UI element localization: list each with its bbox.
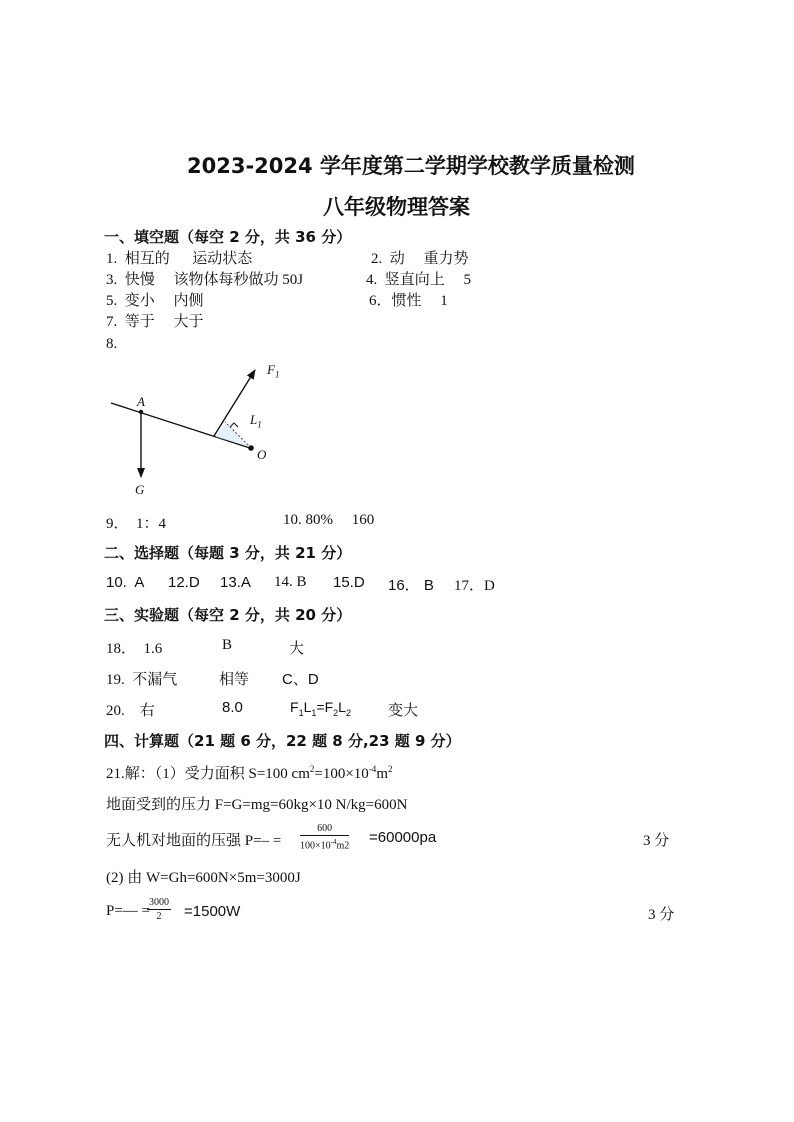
label-l-sub: 1 [257, 419, 262, 430]
section-experiment-heading: 三、实验题（每空 2 分，共 20 分） [104, 606, 352, 624]
section-fill-heading: 一、填空题（每空 2 分，共 36 分） [104, 228, 352, 246]
label-l1 [250, 412, 262, 430]
calc-l3-den-base: 100×10 [300, 840, 331, 852]
answer-q3: 3. 快慢 该物体每秒做功 50J [106, 272, 304, 288]
exp-q20-b: 8.0 [222, 699, 243, 716]
calc-l1-sup: 2 [309, 764, 315, 774]
label-g: G [135, 482, 145, 497]
calc-l3-den-sup: -4 [330, 838, 337, 846]
label-f: F [267, 362, 275, 377]
label-o: O [257, 447, 267, 462]
exp-q18-c: 大 [289, 641, 305, 657]
formula-f2-sub: 2 [333, 707, 339, 718]
label-f1 [267, 362, 279, 380]
formula-l1: L [303, 699, 312, 715]
exp-q19-b: 相等 [219, 672, 250, 688]
answer-q10: 10. 80% 160 [283, 512, 375, 528]
answer-q1: 1. 相互的 运动状态 [106, 251, 253, 267]
calc-line-1 [106, 762, 392, 783]
right-angle-mark [230, 423, 238, 427]
calc-l5-num: 3000 [149, 897, 169, 908]
formula-l2-sub: 2 [345, 707, 351, 718]
formula-f1-sub: 1 [298, 707, 304, 718]
exp-q20-formula [290, 699, 351, 718]
score-3b: 3 分 [648, 907, 675, 923]
exp-q19-c: C、D [282, 671, 319, 688]
answer-q4: 4. 竖直向上 5 [366, 272, 472, 288]
calc-l5-den: 2 [156, 911, 162, 922]
answer-q9: 9． 1：4 [106, 516, 167, 532]
label-a: A [137, 394, 145, 409]
answer-q6: 6．惯性 1 [369, 293, 448, 309]
choice-q13: 13.A [220, 574, 251, 591]
section-calc-heading: 四、计算题（21 题 6 分，22 题 8 分,23 题 9 分） [104, 732, 461, 750]
formula-l2: L [338, 699, 346, 715]
calc-line-2: 地面受到的压力 F=G=mg=60kg×10 N/kg=600N [106, 797, 408, 813]
calc-line-5-fraction [147, 897, 171, 922]
exp-q20-a: 20. 右 [106, 703, 155, 719]
choice-q14: 14. B [274, 574, 307, 590]
formula-f1: F [290, 699, 299, 715]
exp-q19-a: 19. 不漏气 [106, 672, 178, 688]
lever-diagram [100, 360, 300, 500]
label-l: L [250, 412, 258, 427]
formula-l1-sub: 1 [311, 707, 317, 718]
section-choice-heading: 二、选择题（每题 3 分，共 21 分） [104, 544, 352, 562]
score-3a: 3 分 [643, 833, 670, 849]
calc-line-4 [106, 866, 301, 887]
label-f-sub: 1 [274, 369, 280, 380]
answer-q2: 2. 动 重力势 [371, 251, 469, 267]
calc-l3-den-tail: m2 [336, 840, 350, 852]
calc-line-3-pre: 无人机对地面的压强 P=– = [106, 833, 282, 849]
answer-q7: 7. 等于 大于 [106, 314, 204, 330]
exp-q18-b: B [222, 637, 233, 653]
calc-l1-sup2: -4 [368, 764, 377, 774]
exp-q20-d: 变大 [388, 703, 419, 719]
page-title: 2023-2024 学年度第二学期学校教学质量检测 [187, 154, 635, 178]
answer-q5: 5. 变小 内侧 [106, 293, 204, 309]
calc-l3-den [300, 836, 349, 851]
calc-l1-text3: m [376, 766, 388, 782]
answer-q8: 8. [106, 336, 118, 352]
page-subtitle: 八年级物理答案 [323, 195, 470, 219]
formula-eq-f2: =F [316, 699, 334, 715]
calc-l1-text: 21.解：（1）受力面积 S=100 cm [106, 766, 310, 782]
calc-l1-text2: =100×10 [314, 766, 369, 782]
choice-q10: 10. A [106, 574, 145, 591]
choice-q17: 17．D [454, 578, 495, 594]
calc-l4-text: (2) 由 W=Gh=600N×5m=3000J [106, 870, 301, 886]
calc-l1-sup3: 2 [387, 764, 393, 774]
choice-q15: 15.D [333, 574, 365, 591]
choice-q12: 12.D [168, 574, 200, 591]
calc-line-5-pre: P=— = [106, 903, 151, 919]
calc-l3-num: 600 [300, 823, 349, 836]
calc-line-3-post: =60000pa [369, 829, 437, 846]
exp-q18-a: 18． 1.6 [106, 641, 163, 657]
calc-line-5-post: =1500W [184, 903, 241, 920]
force-f1-arrow [214, 370, 258, 436]
choice-q16: 16． B [388, 577, 434, 594]
calc-line-3-fraction [300, 823, 349, 851]
